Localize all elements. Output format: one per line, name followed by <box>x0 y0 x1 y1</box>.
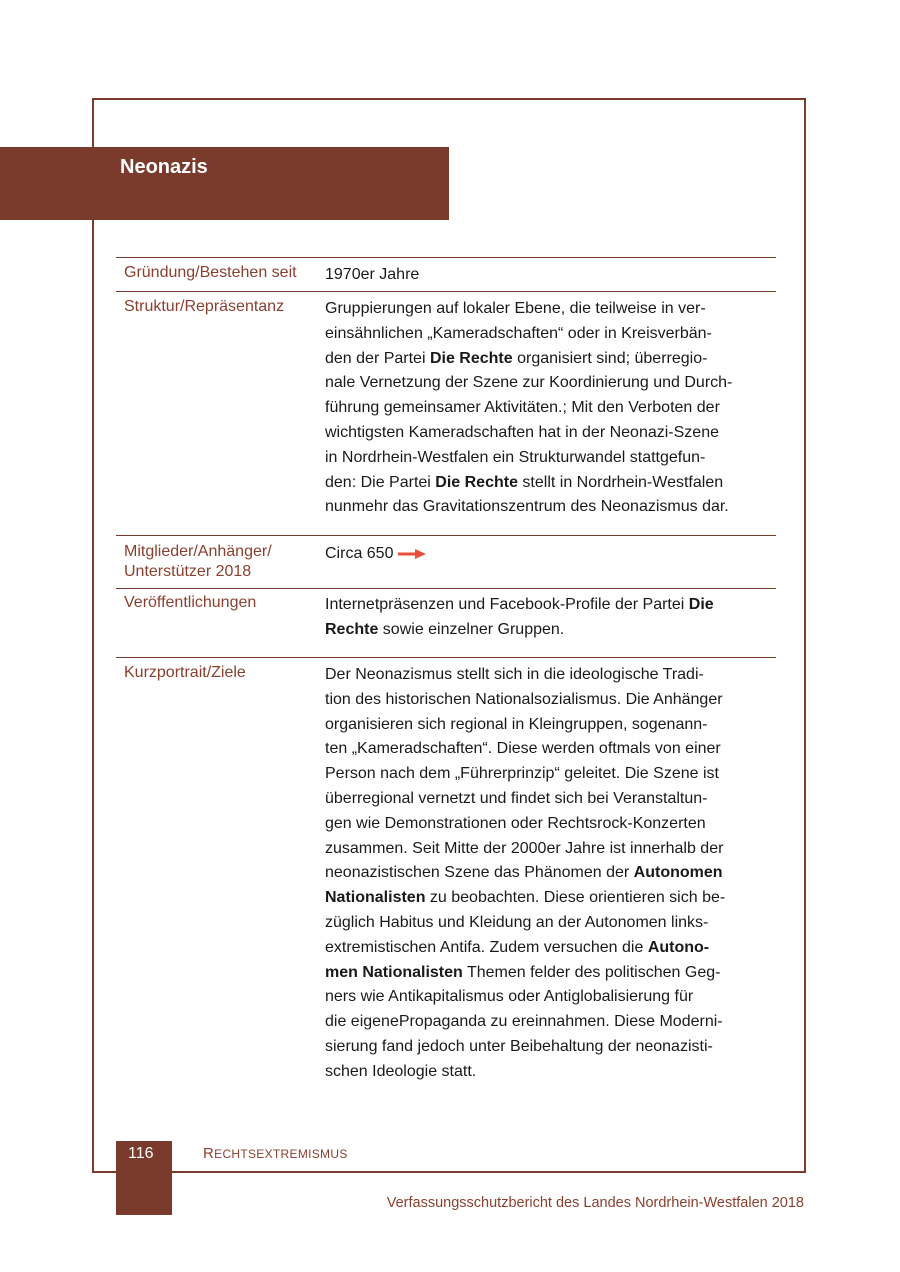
text-line: Gruppierungen auf lokaler Ebene, die teilweise in ver- <box>325 300 706 317</box>
row-value <box>325 297 776 535</box>
text-line: in Nordrhein-Westfalen ein Strukturwandel stattgefun- <box>325 448 706 466</box>
text-line: nale Vernetzung der Szene zur Koordinierung und Durch- <box>325 374 733 392</box>
text-line: Nationalisten zu beobachten. Diese orientieren sich be- <box>325 889 726 907</box>
text-line: zusammen. Seit Mitte der 2000er Jahre ist innerhalb der <box>325 839 724 857</box>
text-line: extremistischen Antifa. Zudem versuchen die Autono- <box>325 938 710 956</box>
row-value <box>325 663 776 1085</box>
text-line: Der Neonazismus stellt sich in die ideologische Tradi- <box>325 666 704 683</box>
title-banner <box>0 147 449 220</box>
table-row-structure <box>116 291 776 535</box>
info-table <box>116 257 776 1085</box>
row-label: Kurzportrait/Ziele <box>124 664 246 681</box>
text-line: ners wie Antikapitalismus oder Antiglobalisierung für <box>325 988 694 1006</box>
text-line: tion des historischen Nationalsozialismus. Die Anhänger <box>325 690 723 708</box>
text-line: men Nationalisten Themen felder des politischen Geg- <box>325 963 721 981</box>
text-line: Internetpräsenzen und Facebook-Profile der Partei Die <box>325 596 714 613</box>
text-line: organisieren sich regional in Kleingruppen, sogenann- <box>325 715 708 733</box>
text-line: sierung fand jedoch unter Beibehaltung der neonazisti- <box>325 1037 713 1055</box>
row-value: 1970er Jahre <box>325 266 420 283</box>
row-value <box>325 542 776 588</box>
row-value <box>325 593 776 657</box>
text-line: neonazistischen Szene das Phänomen der Autonomen <box>325 864 723 882</box>
row-label: Struktur/Repräsentanz <box>124 298 285 315</box>
text-line: überregional vernetzt und findet sich bei Veranstaltun- <box>325 789 708 807</box>
page-number: 116 <box>128 1145 154 1162</box>
row-label: Gründung/Bestehen seit <box>124 264 297 281</box>
text-line: einsähnlichen „Kameradschaften“ oder in Kreisverbän- <box>325 324 712 342</box>
text-line: ten „Kameradschaften“. Diese werden oftmals von einer <box>325 740 721 758</box>
text-line: gen wie Demonstrationen oder Rechtsrock-Konzerten <box>325 814 706 832</box>
table-row-portrait <box>116 657 776 1085</box>
page-title: Neonazis <box>120 156 208 178</box>
table-row-founding <box>116 257 776 291</box>
arrow-right-icon <box>397 548 427 560</box>
row-label: Mitglieder/Anhänger/ Unterstützer 2018 <box>124 543 272 580</box>
table-row-publications <box>116 588 776 657</box>
text-line: züglich Habitus und Kleidung an der Autonomen links- <box>325 913 709 931</box>
text-line: nunmehr das Gravitationszentrum des Neonazismus dar. <box>325 498 729 516</box>
text-line: Person nach dem „Führerprinzip“ geleitet. Die Szene ist <box>325 765 719 783</box>
text-line: führung gemeinsamer Aktivitäten.; Mit den Verboten der <box>325 399 720 417</box>
text-line: Rechte sowie einzelner Gruppen. <box>325 620 565 638</box>
text-line: wichtigsten Kameradschaften hat in der Neonazi-Szene <box>325 423 719 441</box>
text-line: die eigenePropaganda zu ereinnahmen. Diese Moderni- <box>325 1013 723 1031</box>
table-row-members <box>116 535 776 588</box>
text-line: den der Partei Die Rechte organisiert sind; überregio- <box>325 349 708 367</box>
page-number-box <box>116 1141 172 1215</box>
row-label: Veröffentlichungen <box>124 594 257 611</box>
text-line: den: Die Partei Die Rechte stellt in Nordrhein-Westfalen <box>325 473 724 491</box>
publication-title: Verfassungsschutzbericht des Landes Nordrhein-Westfalen 2018 <box>386 1195 804 1211</box>
text-line: schen Ideologie statt. <box>325 1062 477 1080</box>
section-name: RECHTSEXTREMISMUS <box>203 1145 348 1162</box>
members-count: Circa 650 <box>325 545 394 562</box>
